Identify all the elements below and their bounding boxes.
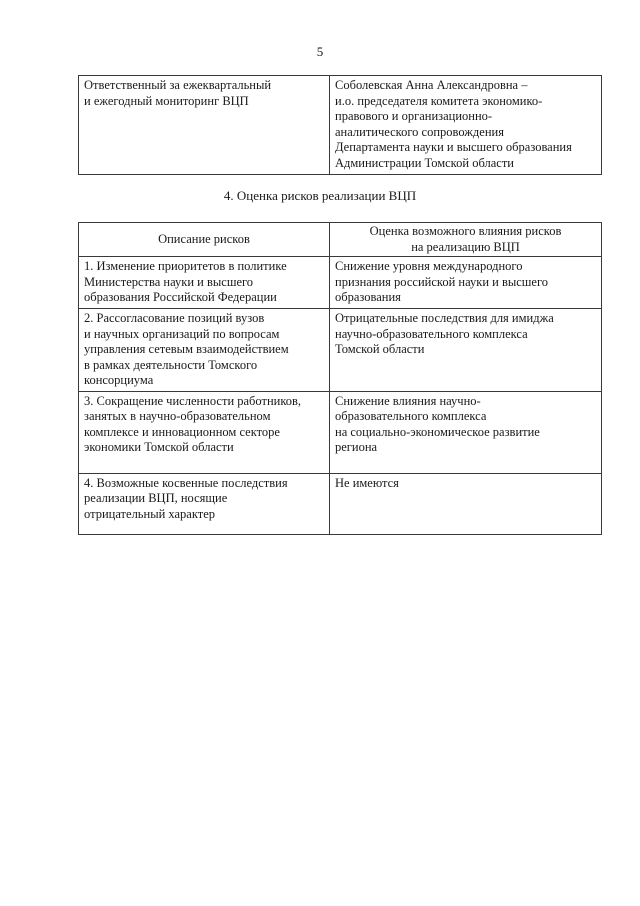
table-row [79,76,602,175]
header-risk-impact: Оценка возможного влияния рисков на реализацию ВЦП [330,223,602,257]
table-header-row [79,223,602,257]
risk-impact-cell: Снижение влияния научно- образовательного комплекса на социально-экономическое развитие региона [330,391,602,473]
responsible-label-cell: Ответственный за ежеквартальный и ежегодный мониторинг ВЦП [79,76,330,175]
table-row [79,257,602,309]
risk-description-cell: 1. Изменение приоритетов в политике Министерства науки и высшего образования Российской Федерации [79,257,330,309]
risk-description-cell: 4. Возможные косвенные последствия реализации ВЦП, носящие отрицательный характер [79,473,330,534]
table-row [79,309,602,392]
risk-impact-cell: Не имеются [330,473,602,534]
page-number: 5 [316,44,324,59]
header-risk-description: Описание рисков [79,223,330,257]
section-heading: 4. Оценка рисков реализации ВЦП [223,188,417,203]
risk-impact-cell: Отрицательные последствия для имиджа научно-образовательного комплекса Томской области [330,309,602,392]
risk-table [78,222,602,535]
risk-description-cell: 2. Рассогласование позиций вузов и научных организаций по вопросам управления сетевым взаимодействием в рамках деятельности Томского консорциума [79,309,330,392]
table-row [79,391,602,473]
responsible-table [78,75,602,175]
risk-description-cell: 3. Сокращение численности работников, занятых в научно-образовательном комплексе и инновационном секторе экономики Томской области [79,391,330,473]
risk-impact-cell: Снижение уровня международного признания российской науки и высшего образования [330,257,602,309]
responsible-value-cell: Соболевская Анна Александровна – и.о. председателя комитета экономико- правового и организационно- аналитического сопровождения Департамента науки и высшего образования Администрации Томской области [330,76,602,175]
table-row [79,473,602,534]
